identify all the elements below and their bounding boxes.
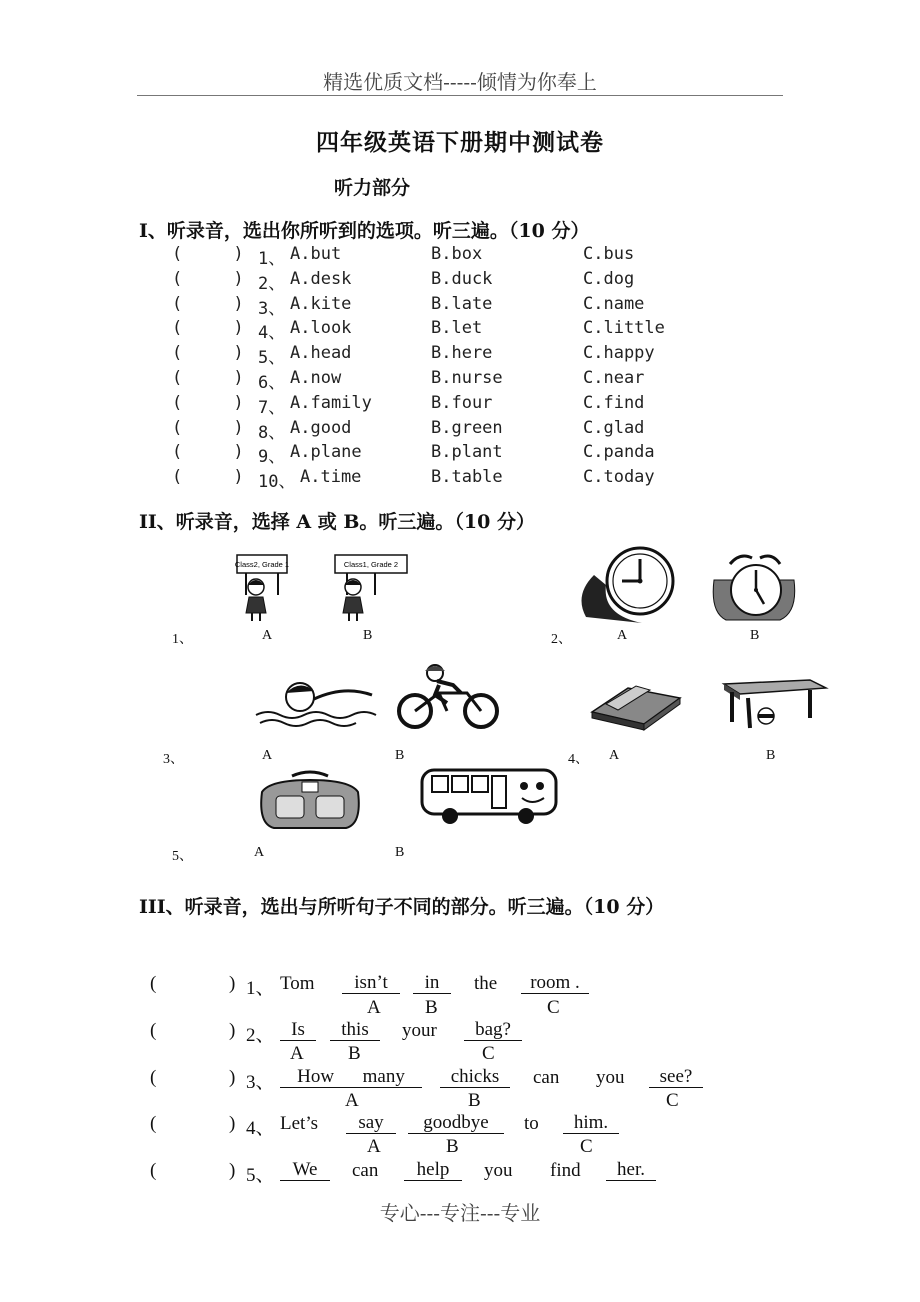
option-label-b: B [348,1043,361,1064]
section3-item-1 [150,973,770,997]
option-b: B.let [431,318,483,339]
option-a: A.family [290,392,372,413]
answer-close-paren: ) [229,1067,236,1088]
section1-item [172,418,732,442]
section2-heading: II、听录音，选择 A 或 B。听三遍。（10 分） [139,511,535,533]
item-number: 5、 [258,348,286,369]
word-underlined: see? [649,1067,703,1088]
option-label-b: B [446,1136,459,1157]
section1-item [172,318,732,342]
section1-heading: I、听录音，选出你所听到的选项。听三遍。（10 分） [139,220,590,242]
section1-item [172,442,732,466]
answer-close-paren: ) [229,1160,236,1181]
answer-blank: ( ) [172,392,244,413]
page-header: 精选优质文档-----倾情为你奉上 [323,70,597,94]
header-rule [137,95,783,96]
picture-label-b: B [766,748,776,763]
word: you [596,1067,625,1088]
alarm-clock-picture-b [710,552,798,626]
option-b: B.green [431,417,503,438]
page-footer: 专心---专注---专业 [379,1201,541,1225]
option-b: B.late [431,293,493,314]
item-number: 2、 [258,273,286,294]
word-underlined: How many [280,1067,422,1088]
word: find [550,1160,581,1181]
option-c: C.little [583,318,665,339]
word: Tom [280,973,315,994]
books-on-desk-picture-a [588,676,684,732]
item-number: 4、 [258,323,286,344]
word-underlined: room . [521,973,589,994]
answer-blank: ( ) [172,244,244,264]
option-a: A.desk [290,268,352,289]
word-underlined: bag? [464,1020,522,1041]
option-label-c: C [580,1136,593,1157]
item-number: 7、 [258,397,286,418]
answer-blank: ( ) [172,368,244,388]
section1-item [172,294,732,318]
option-a: A.head [290,343,352,364]
section3-heading: III、听录音，选出与所听句子不同的部分。听三遍。（10 分） [139,896,665,918]
word-underlined: chicks [440,1067,510,1088]
item-number: 3、 [246,1072,275,1093]
section1-item [172,269,732,293]
picture-label-a: A [254,845,265,860]
sign-a-text: Class2, Grade 1 [234,560,290,569]
picture-label-a: A [262,748,273,763]
word: you [484,1160,513,1181]
section3-item-4 [150,1113,770,1137]
option-c: C.today [583,467,655,488]
picture-number: 3、 [163,752,184,767]
section3-item-2 [150,1020,770,1044]
option-label-a: A [290,1043,304,1064]
picture-number: 4、 [568,752,589,767]
answer-close-paren: ) [229,1020,236,1041]
word: Let’s [280,1113,318,1134]
option-c: C.find [583,392,645,413]
section1-item [172,343,732,367]
word: the [474,973,498,994]
option-a: A.plane [290,442,362,463]
option-a: A.kite [290,293,352,314]
section1-item [172,244,732,268]
picture-label-b: B [395,845,405,860]
picture-number: 2、 [551,632,572,647]
option-c: C.name [583,293,645,314]
word-underlined: isn’t [342,973,400,994]
option-c: C.happy [583,343,655,364]
picture-number: 5、 [172,849,193,864]
option-label-a: A [367,1136,381,1157]
option-a: A.time [300,467,362,488]
clock-picture-a [572,545,692,627]
item-number: 1、 [246,978,275,999]
section3-item-3 [150,1067,770,1091]
option-label-c: C [666,1090,679,1111]
answer-close-paren: ) [229,973,236,994]
answer-blank: ( ) [172,293,244,314]
listening-subtitle: 听力部分 [334,177,411,199]
item-number: 5、 [246,1165,275,1186]
option-c: C.bus [583,244,635,264]
option-b: B.box [431,244,483,264]
answer-close-paren: ) [229,1113,236,1134]
answer-open-paren: ( [150,1113,157,1134]
item-number: 1、 [258,249,286,269]
answer-blank: ( ) [172,417,244,438]
option-a: A.look [290,318,352,339]
word-underlined: her. [606,1160,656,1181]
answer-blank: ( ) [172,442,244,463]
picture-label-b: B [363,628,373,643]
option-label-b: B [425,997,438,1018]
word: can [352,1160,379,1181]
riding-bike-picture-b [395,663,501,729]
word-underlined: say [346,1113,396,1134]
item-number: 3、 [258,298,286,319]
word: to [524,1113,539,1134]
option-label-a: A [345,1090,359,1111]
item-number: 8、 [258,422,286,443]
option-c: C.glad [583,417,645,438]
answer-blank: ( ) [172,343,244,364]
option-label-c: C [547,997,560,1018]
word-underlined: Is [280,1020,316,1041]
picture-label-b: B [395,748,405,763]
option-b: B.here [431,343,493,364]
bus-picture-b [416,766,562,826]
picture-label-a: A [262,628,273,643]
word: can [533,1067,560,1088]
option-b: B.duck [431,268,493,289]
option-b: B.nurse [431,368,503,388]
exam-title: 四年级英语下册期中测试卷 [316,129,604,156]
swimming-picture-a [254,675,384,731]
item-number: 10、 [258,472,296,493]
option-label-b: B [468,1090,481,1111]
option-c: C.near [583,368,645,388]
option-label-c: C [482,1043,495,1064]
option-b: B.four [431,392,493,413]
table-with-ball-picture-b [718,672,830,732]
picture-label-a: A [617,628,628,643]
section1-item [172,467,732,491]
word-underlined: him. [563,1113,619,1134]
word-underlined: We [280,1160,330,1181]
sign-b-text: Class1, Grade 2 [343,560,399,569]
answer-blank: ( ) [172,467,244,488]
option-label-a: A [367,997,381,1018]
answer-open-paren: ( [150,1020,157,1041]
answer-open-paren: ( [150,973,157,994]
word-underlined: in [413,973,451,994]
option-c: C.dog [583,268,635,289]
option-b: B.plant [431,442,503,463]
picture-label-b: B [750,628,760,643]
item-number: 4、 [246,1118,275,1139]
section1-item [172,393,732,417]
section3-item-5 [150,1160,770,1184]
word-underlined: help [404,1160,462,1181]
word-underlined: this [330,1020,380,1041]
option-a: A.but [290,244,342,264]
answer-open-paren: ( [150,1160,157,1181]
item-number: 2、 [246,1025,275,1046]
answer-open-paren: ( [150,1067,157,1088]
school-bag-picture-a [254,768,366,830]
girl-with-sign-picture-b [327,553,412,623]
girl-with-sign-picture-a [232,553,290,623]
option-b: B.table [431,467,503,488]
answer-blank: ( ) [172,268,244,289]
answer-blank: ( ) [172,318,244,339]
option-a: A.now [290,368,342,388]
option-a: A.good [290,417,352,438]
section1-item [172,368,732,392]
picture-number: 1、 [172,632,193,647]
item-number: 6、 [258,373,286,393]
picture-label-a: A [609,748,620,763]
word: your [402,1020,437,1041]
option-c: C.panda [583,442,655,463]
word-underlined: goodbye [408,1113,504,1134]
item-number: 9、 [258,447,286,468]
